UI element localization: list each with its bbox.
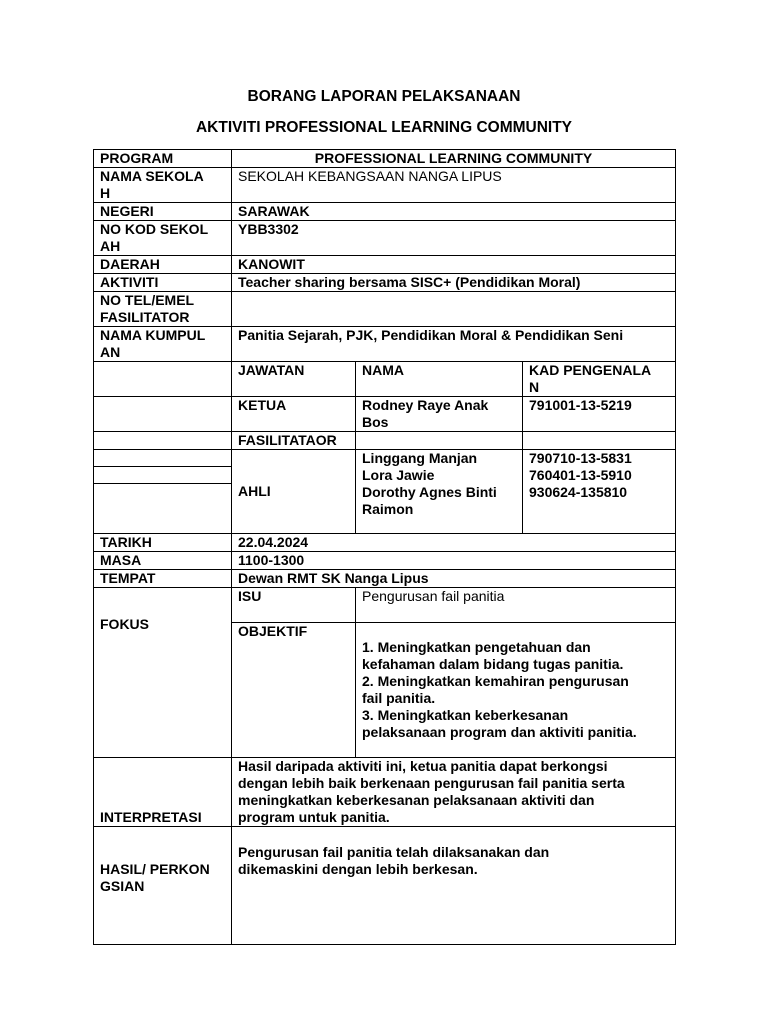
- kad-ahli: [523, 450, 676, 534]
- row-ketua: [94, 397, 676, 432]
- value-masa: 1100-1300: [232, 552, 676, 570]
- label-daerah: DAERAH: [94, 256, 232, 274]
- label-line: GSIAN: [100, 878, 145, 894]
- row-interpretasi: [94, 758, 676, 827]
- label-line: NO KOD SEKOL: [100, 221, 209, 237]
- header-line: N: [529, 379, 540, 395]
- ic-line: 760401-13-5910: [529, 467, 632, 483]
- value-no-tel: [232, 292, 676, 327]
- value-tempat: Dewan RMT SK Nanga Lipus: [232, 570, 676, 588]
- value-nama-kumpulan: Panitia Sejarah, PJK, Pendidikan Moral & Pendidikan Seni: [232, 327, 676, 362]
- label-masa: MASA: [94, 552, 232, 570]
- label-aktiviti: AKTIVITI: [94, 274, 232, 292]
- nama-ahli: [356, 450, 523, 534]
- hasil-line: dikemaskini dengan lebih berkesan.: [238, 861, 478, 877]
- ahli-blank-line: [94, 450, 231, 467]
- header-nama: NAMA: [356, 362, 523, 397]
- value-isu: Pengurusan fail panitia: [356, 588, 676, 623]
- label-tarikh: TARIKH: [94, 534, 232, 552]
- label-line: H: [100, 185, 111, 201]
- row-no-kod: [94, 221, 676, 256]
- kad-fasilitator: [523, 432, 676, 450]
- objektif-line: 3. Meningkatkan keberkesanan: [362, 707, 569, 723]
- value-negeri: SARAWAK: [232, 203, 676, 221]
- form-title: BORANG LAPORAN PELAKSANAAN: [247, 88, 521, 105]
- label-line: AH: [100, 238, 121, 254]
- row-no-tel: [94, 292, 676, 327]
- interpretasi-line: program untuk panitia.: [238, 809, 390, 825]
- blank-cell: [94, 397, 232, 432]
- ahli-blank-cell: [94, 450, 232, 534]
- hasil-line: Pengurusan fail panitia telah dilaksanakan dan: [238, 844, 550, 860]
- form-subtitle: AKTIVITI PROFESSIONAL LEARNING COMMUNITY: [195, 119, 573, 136]
- name-line: Rodney Raye Anak: [362, 397, 489, 413]
- row-members-header: [94, 362, 676, 397]
- row-nama-sekolah: [94, 168, 676, 203]
- label-program: PROGRAM: [94, 150, 232, 168]
- ic-line: 790710-13-5831: [529, 450, 632, 466]
- kad-ketua: 791001-13-5219: [523, 397, 676, 432]
- nama-fasilitator: [356, 432, 523, 450]
- label-nama-sekolah: [94, 168, 232, 203]
- label-hasil: [94, 827, 232, 945]
- nama-ketua: [356, 397, 523, 432]
- label-nama-kumpulan: [94, 327, 232, 362]
- blank-cell: [94, 362, 232, 397]
- label-line: NAMA SEKOLA: [100, 168, 204, 184]
- interpretasi-line: meningkatkan keberkesanan pelaksanaan aktiviti dan: [238, 792, 595, 808]
- row-tempat: [94, 570, 676, 588]
- label-fokus: FOKUS: [94, 588, 232, 758]
- objektif-line: 2. Meningkatkan kemahiran pengurusan: [362, 673, 629, 689]
- interpretasi-line: dengan lebih baik berkenaan pengurusan fail panitia serta: [238, 775, 625, 791]
- header-kad: [523, 362, 676, 397]
- label-line: FASILITATOR: [100, 309, 190, 325]
- row-fasilitator: [94, 432, 676, 450]
- row-program: [94, 150, 676, 168]
- value-aktiviti: Teacher sharing bersama SISC+ (Pendidikan Moral): [232, 274, 676, 292]
- jawatan-ahli: AHLI: [232, 450, 356, 534]
- label-interpretasi: INTERPRETASI: [94, 758, 232, 827]
- row-daerah: [94, 256, 676, 274]
- label-line: NAMA KUMPUL: [100, 327, 206, 343]
- name-line: Lora Jawie: [362, 467, 435, 483]
- row-fokus-isu: [94, 588, 676, 623]
- label-objektif: OBJEKTIF: [232, 623, 356, 758]
- name-line: Raimon: [362, 501, 414, 517]
- row-aktiviti: [94, 274, 676, 292]
- row-tarikh: [94, 534, 676, 552]
- row-nama-kumpulan: [94, 327, 676, 362]
- ahli-blank-stack: [94, 450, 231, 484]
- ahli-blank-line: [94, 467, 231, 484]
- value-program: PROFESSIONAL LEARNING COMMUNITY: [232, 150, 676, 168]
- objektif-line: 1. Meningkatkan pengetahuan dan: [362, 639, 591, 655]
- jawatan-fasilitator: FASILITATAOR: [232, 432, 356, 450]
- objektif-line: fail panitia.: [362, 690, 436, 706]
- label-line: NO TEL/EMEL: [100, 292, 195, 308]
- value-nama-sekolah: SEKOLAH KEBANGSAAN NANGA LIPUS: [232, 168, 676, 203]
- value-hasil: [232, 827, 676, 945]
- row-masa: [94, 552, 676, 570]
- value-daerah: KANOWIT: [232, 256, 676, 274]
- value-objektif: [356, 623, 676, 758]
- row-negeri: [94, 203, 676, 221]
- label-no-tel: [94, 292, 232, 327]
- name-line: Bos: [362, 414, 389, 430]
- header-line: KAD PENGENALA: [529, 362, 652, 378]
- label-no-kod: [94, 221, 232, 256]
- label-isu: ISU: [232, 588, 356, 623]
- row-hasil: [94, 827, 676, 945]
- label-negeri: NEGERI: [94, 203, 232, 221]
- value-interpretasi: [232, 758, 676, 827]
- label-tempat: TEMPAT: [94, 570, 232, 588]
- jawatan-ketua: KETUA: [232, 397, 356, 432]
- name-line: Dorothy Agnes Binti: [362, 484, 497, 500]
- objektif-line: pelaksanaan program dan aktiviti panitia.: [362, 724, 637, 740]
- blank-cell: [94, 432, 232, 450]
- name-line: Linggang Manjan: [362, 450, 478, 466]
- value-tarikh: 22.04.2024: [232, 534, 676, 552]
- header-jawatan: JAWATAN: [232, 362, 356, 397]
- value-no-kod: YBB3302: [232, 221, 676, 256]
- ic-line: 930624-135810: [529, 484, 628, 500]
- objektif-line: kefahaman dalam bidang tugas panitia.: [362, 656, 624, 672]
- report-table: [93, 149, 676, 945]
- row-ahli: [94, 450, 676, 534]
- label-line: HASIL/ PERKON: [100, 861, 210, 877]
- label-line: AN: [100, 344, 121, 360]
- interpretasi-line: Hasil daripada aktiviti ini, ketua panitia dapat berkongsi: [238, 758, 608, 774]
